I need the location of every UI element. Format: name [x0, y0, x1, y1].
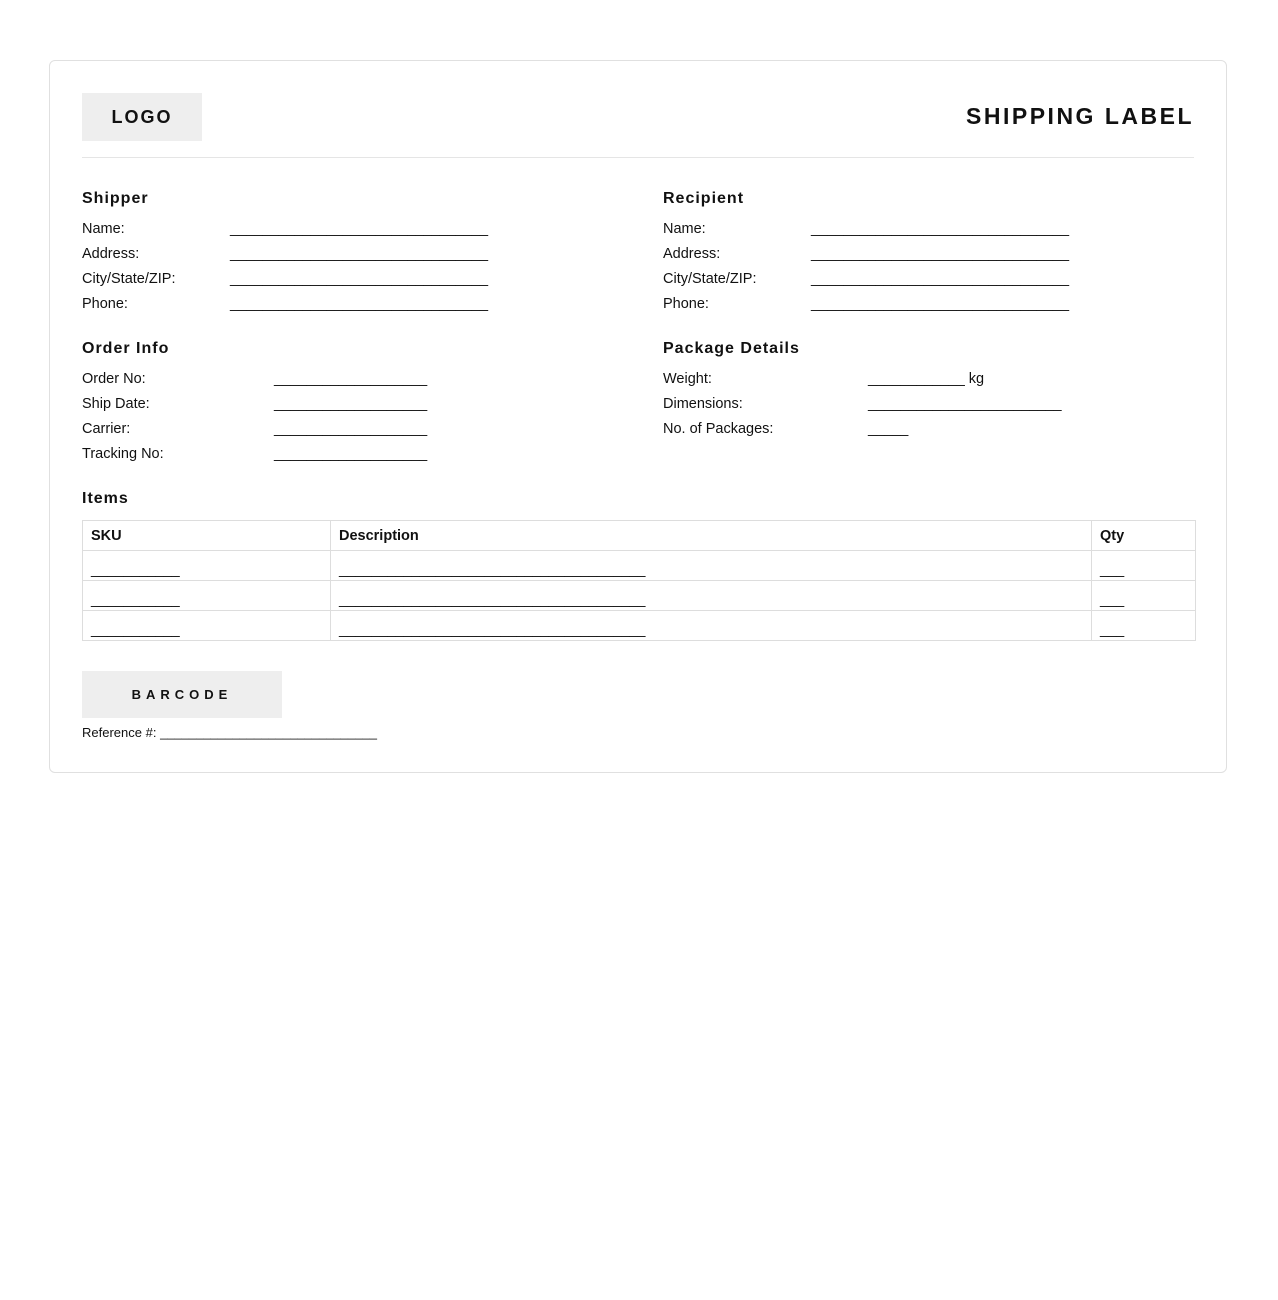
- field-label: No. of Packages:: [663, 421, 774, 437]
- field-blank[interactable]: ________________________________: [230, 221, 489, 237]
- field-label: Order No:: [82, 371, 146, 387]
- sku-cell[interactable]: ___________: [83, 581, 331, 611]
- dimensions-row[interactable]: [663, 392, 1062, 417]
- field-blank[interactable]: ________________________: [868, 396, 1062, 412]
- ship-date-row[interactable]: [82, 392, 427, 417]
- field-blank[interactable]: ________________________________: [811, 296, 1070, 312]
- shipper-phone-row[interactable]: [82, 292, 488, 317]
- field-blank[interactable]: ___________________: [274, 446, 428, 462]
- order-info-section: [82, 337, 427, 467]
- field-blank[interactable]: ___________________: [274, 371, 428, 387]
- order-info-heading: Order Info: [82, 340, 170, 357]
- weight-row[interactable]: [663, 367, 1062, 392]
- items-section: [82, 487, 129, 517]
- table-row: [83, 581, 1196, 611]
- column-header-sku: SKU: [83, 521, 331, 551]
- recipient-address-row[interactable]: [663, 242, 1069, 267]
- description-cell[interactable]: ______________________________________: [331, 611, 1092, 641]
- qty-cell[interactable]: ___: [1092, 611, 1196, 641]
- items-table: [82, 520, 1196, 641]
- field-label: Carrier:: [82, 421, 131, 437]
- field-blank[interactable]: ________________________________: [811, 246, 1070, 262]
- field-label: Tracking No:: [82, 446, 164, 462]
- table-row: [83, 551, 1196, 581]
- qty-cell[interactable]: ___: [1092, 581, 1196, 611]
- order-no-row[interactable]: [82, 367, 427, 392]
- recipient-phone-row[interactable]: [663, 292, 1069, 317]
- field-blank[interactable]: _____: [868, 421, 909, 437]
- table-row: [83, 611, 1196, 641]
- carrier-row[interactable]: [82, 417, 427, 442]
- shipper-heading: Shipper: [82, 190, 149, 207]
- column-header-qty: Qty: [1092, 521, 1196, 551]
- field-label: Name:: [663, 221, 706, 237]
- tracking-no-row[interactable]: [82, 442, 427, 467]
- barcode-placeholder: BARCODE: [82, 671, 282, 718]
- package-details-section: [663, 337, 1062, 442]
- field-label: Address:: [82, 246, 140, 262]
- recipient-name-row[interactable]: [663, 217, 1069, 242]
- field-blank[interactable]: ________________________________: [230, 271, 489, 287]
- description-cell[interactable]: ______________________________________: [331, 551, 1092, 581]
- page-title: SHIPPING LABEL: [966, 103, 1194, 129]
- field-label: Name:: [82, 221, 125, 237]
- field-blank[interactable]: ________________________________: [811, 221, 1070, 237]
- shipper-city-row[interactable]: [82, 267, 488, 292]
- divider: [82, 157, 1194, 158]
- package-details-heading: Package Details: [663, 340, 800, 357]
- recipient-section: [663, 187, 1069, 317]
- sku-cell[interactable]: ___________: [83, 611, 331, 641]
- logo-placeholder: LOGO: [82, 93, 202, 141]
- field-blank[interactable]: ________________________________: [230, 246, 489, 262]
- description-cell[interactable]: ______________________________________: [331, 581, 1092, 611]
- field-label: Phone:: [663, 296, 709, 312]
- shipping-label-card: [49, 60, 1227, 773]
- recipient-city-row[interactable]: [663, 267, 1069, 292]
- packages-row[interactable]: [663, 417, 1062, 442]
- field-blank[interactable]: ____________ kg: [868, 371, 985, 387]
- field-blank[interactable]: ________________________________: [230, 296, 489, 312]
- shipper-section: [82, 187, 488, 317]
- field-blank[interactable]: ________________________________: [811, 271, 1070, 287]
- field-label: City/State/ZIP:: [82, 271, 176, 287]
- shipper-address-row[interactable]: [82, 242, 488, 267]
- field-blank[interactable]: ___________________: [274, 421, 428, 437]
- field-label: Weight:: [663, 371, 712, 387]
- reference-blank[interactable]: ______________________________: [160, 725, 377, 740]
- column-header-description: Description: [331, 521, 1092, 551]
- items-heading: Items: [82, 490, 129, 507]
- sku-cell[interactable]: ___________: [83, 551, 331, 581]
- shipper-name-row[interactable]: [82, 217, 488, 242]
- field-label: Address:: [663, 246, 721, 262]
- field-label: City/State/ZIP:: [663, 271, 757, 287]
- field-blank[interactable]: ___________________: [274, 396, 428, 412]
- reference-row[interactable]: [82, 725, 377, 740]
- field-label: Ship Date:: [82, 396, 150, 412]
- table-header: [83, 521, 1196, 551]
- qty-cell[interactable]: ___: [1092, 551, 1196, 581]
- recipient-heading: Recipient: [663, 190, 745, 207]
- field-label: Dimensions:: [663, 396, 743, 412]
- reference-label: Reference #:: [82, 725, 157, 740]
- field-label: Phone:: [82, 296, 128, 312]
